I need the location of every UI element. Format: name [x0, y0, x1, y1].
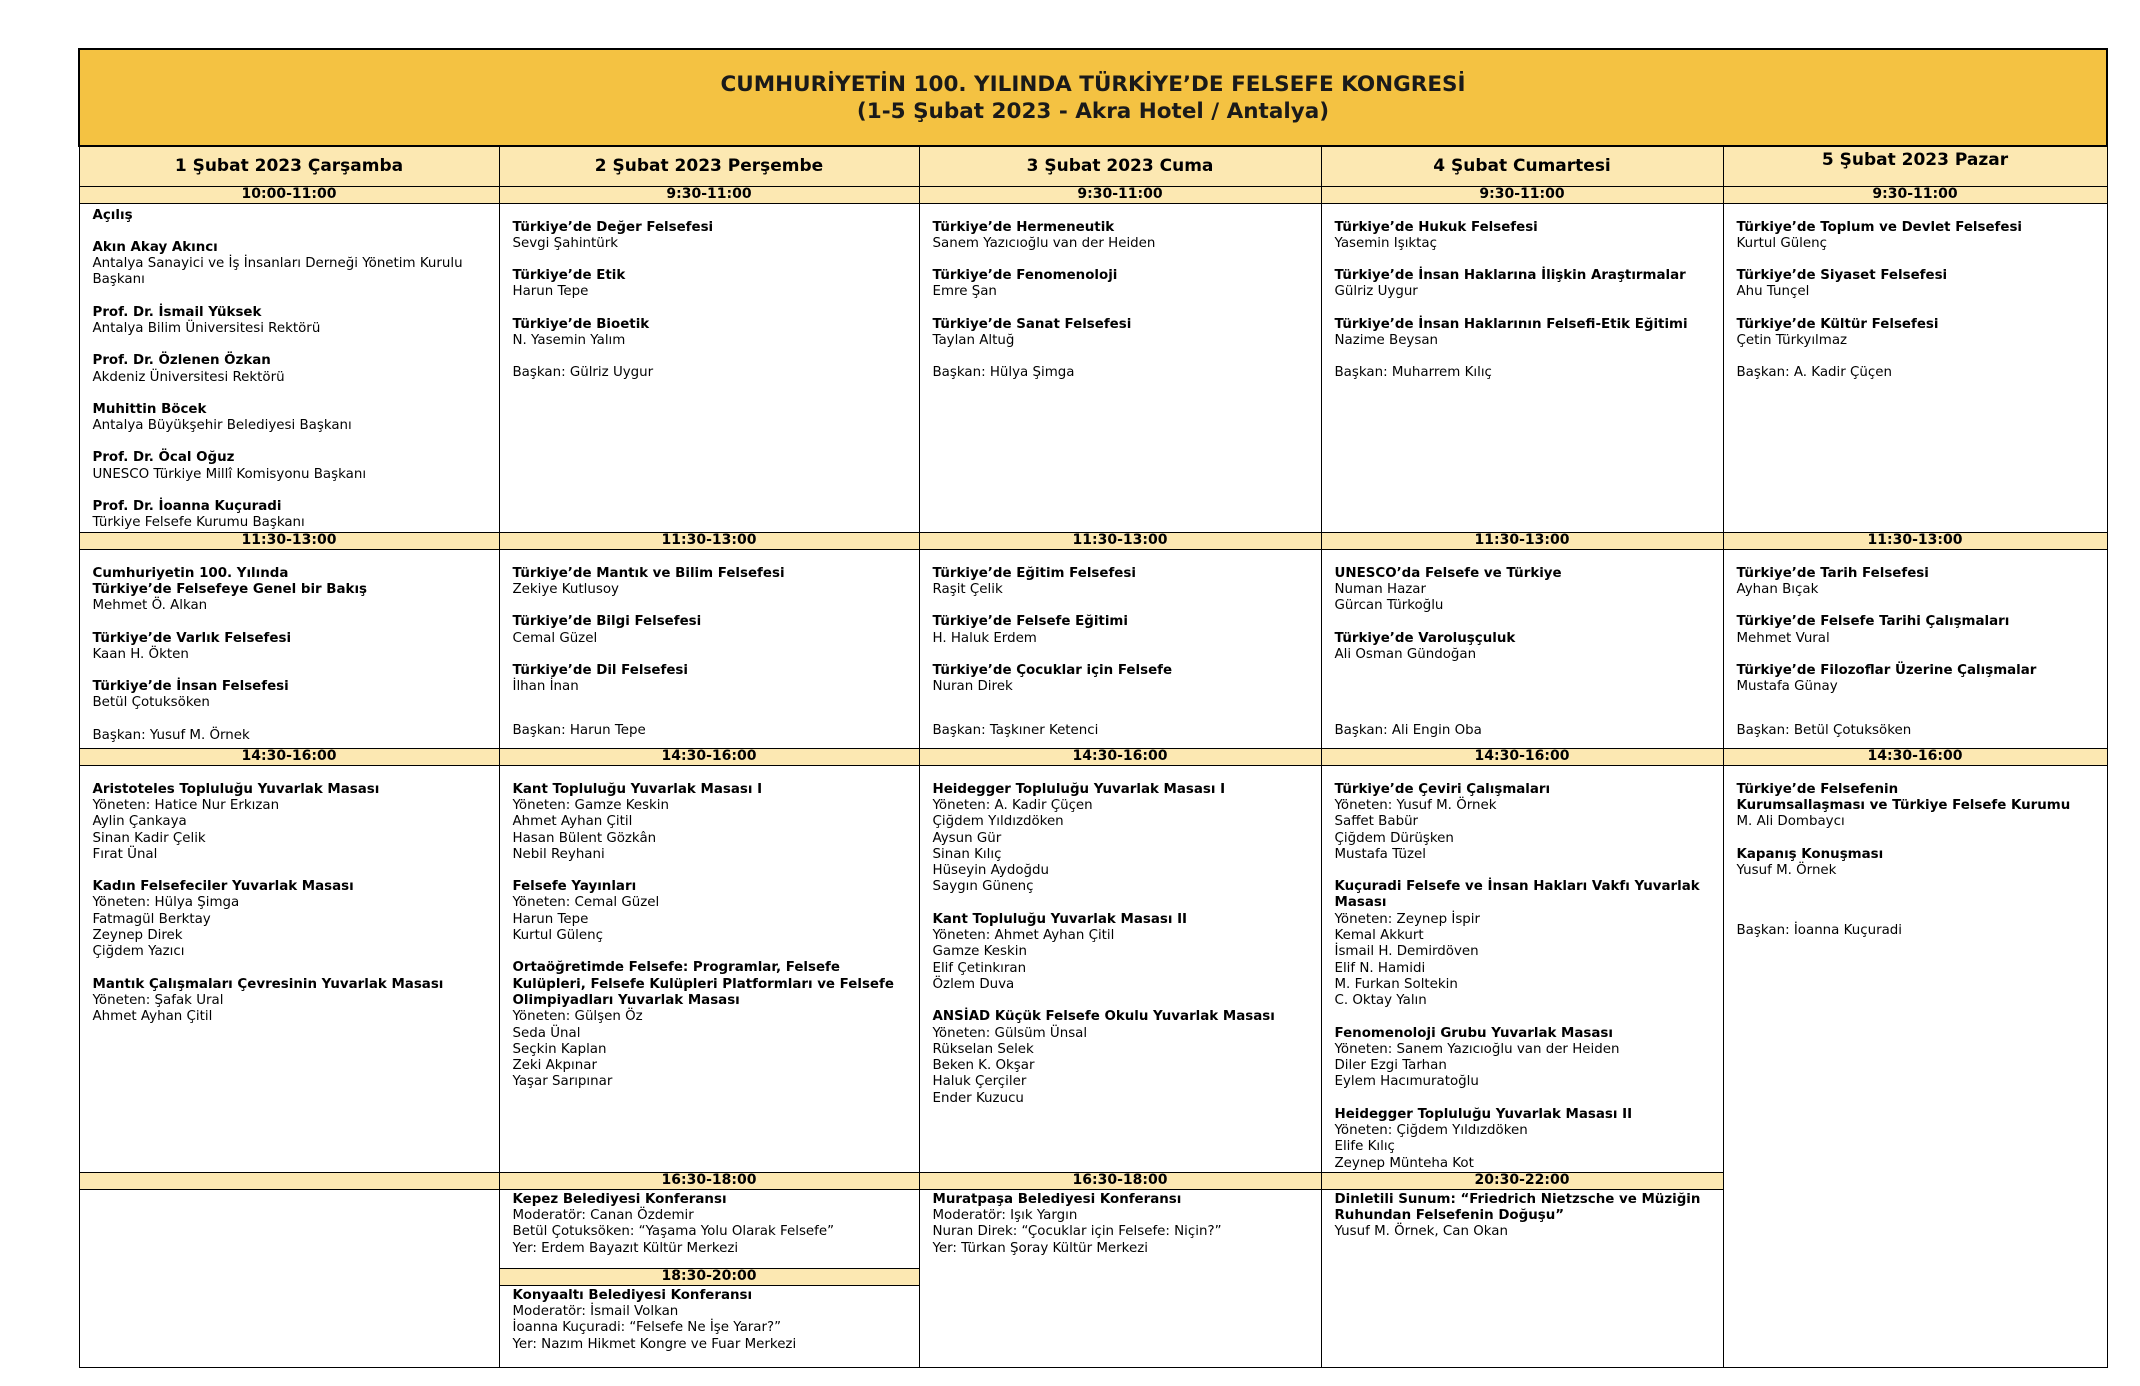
session-cell: [1723, 765, 2107, 1367]
talk-title: Cumhuriyetin 100. Yılında: [92, 565, 289, 581]
session-cell: [499, 765, 919, 1172]
talk-title: Türkiye’de Bilgi Felsefesi: [512, 614, 702, 630]
talk-title: Türkiye’de Fenomenoloji: [932, 268, 1118, 284]
time-slot: 16:30-18:00: [499, 1172, 919, 1189]
time-slot: 14:30-16:00: [1723, 748, 2107, 765]
participant: Yöneten: Gülsüm Ünsal: [932, 1025, 1088, 1041]
roundtable-title: Masası: [1334, 895, 1387, 911]
conference-line: İoanna Kuçuradi: “Felsefe Ne İşe Yarar?”: [512, 1320, 782, 1336]
participant: Sinan Kılıç: [932, 846, 1002, 862]
participant: Yöneten: Ahmet Ayhan Çitil: [932, 928, 1115, 944]
talk-speaker: Raşit Çelik: [932, 581, 1003, 597]
session-chair: Başkan: A. Kadir Çüçen: [1736, 365, 1892, 381]
talk-title: Kapanış Konuşması: [1736, 846, 1884, 862]
talk-title: Türkiye’de Hukuk Felsefesi: [1334, 219, 1538, 235]
participant: Gamze Keskin: [932, 944, 1027, 960]
participant: Yöneten: Gamze Keskin: [512, 797, 670, 813]
talk-title: Türkiye’de İnsan Felsefesi: [92, 679, 289, 695]
session-cell: [1321, 765, 1723, 1172]
speaker-block: [93, 240, 499, 289]
session-cell: [499, 1189, 919, 1268]
participant: Sinan Kadir Çelik: [92, 830, 206, 846]
talk-speaker: Taylan Altuğ: [932, 332, 1015, 348]
participant: Fatmagül Berktay: [92, 911, 211, 927]
time-slot: 9:30-11:00: [1321, 186, 1723, 203]
conference-line: Moderatör: İsmail Volkan: [512, 1304, 679, 1320]
participant: M. Furkan Soltekin: [1334, 976, 1458, 992]
session-cell: [919, 549, 1321, 748]
participant: Seda Ünal: [512, 1025, 581, 1041]
speaker-role: Antalya Bilim Üniversitesi Rektörü: [92, 320, 321, 336]
speaker-name: Muhittin Böcek: [92, 401, 207, 417]
session-cell: [1723, 203, 2107, 532]
participant: Elife Kılıç: [1334, 1139, 1395, 1155]
participant: Saygın Günenç: [932, 879, 1034, 895]
talk-speaker: Yusuf M. Örnek: [1736, 862, 1837, 878]
talk-speaker: Cemal Güzel: [512, 630, 598, 646]
session-cell: [499, 549, 919, 748]
talk-title: UNESCO’da Felsefe ve Türkiye: [1334, 565, 1562, 581]
talk-speaker: Nazime Beysan: [1334, 332, 1439, 348]
talk-speaker: Çetin Türkyılmaz: [1736, 332, 1848, 348]
talk-speaker: Emre Şan: [932, 284, 997, 300]
participant: Aylin Çankaya: [92, 814, 187, 830]
time-slot: 20:30-22:00: [1321, 1172, 1723, 1189]
time-slot: 10:00-11:00: [79, 186, 499, 203]
performance-title: Ruhundan Felsefenin Doğuşu”: [1334, 1208, 1565, 1224]
speaker-name: Prof. Dr. İoanna Kuçuradi: [92, 499, 282, 515]
session-cell: [499, 1285, 919, 1367]
talk-speaker: Sanem Yazıcıoğlu van der Heiden: [932, 235, 1156, 251]
speaker-block: [93, 353, 499, 386]
talk-title: Türkiye’de İnsan Haklarının Felsefi-Etik Eğitimi: [1334, 316, 1688, 332]
talk-speaker: Zekiye Kutlusoy: [512, 581, 619, 597]
participant: Zeynep Münteha Kot: [1334, 1155, 1474, 1171]
talk-speaker: Ayhan Bıçak: [1736, 581, 1819, 597]
participant: Kemal Akkurt: [1334, 928, 1424, 944]
talk-title: Türkiye’de Toplum ve Devlet Felsefesi: [1736, 219, 2023, 235]
session-chair: Başkan: Hülya Şimga: [932, 365, 1075, 381]
session-chair: Başkan: Harun Tepe: [512, 723, 646, 739]
session-chair: Başkan: Betül Çotuksöken: [1736, 723, 1912, 739]
participant: Çiğdem Yazıcı: [92, 944, 185, 960]
participant: Özlem Duva: [932, 976, 1015, 992]
roundtable-title: Kadın Felsefeciler Yuvarlak Masası: [92, 879, 354, 895]
participant: Yaşar Sarıpınar: [512, 1074, 613, 1090]
participant: Eylem Hacımuratoğlu: [1334, 1074, 1479, 1090]
participant: Yöneten: Cemal Güzel: [512, 895, 660, 911]
empty-cell: [79, 1189, 499, 1367]
talk-title: Türkiye’de İnsan Haklarına İlişkin Araştırmalar: [1334, 268, 1686, 284]
time-slot: 11:30-13:00: [1723, 532, 2107, 549]
speaker-block: [93, 305, 499, 338]
participant: Yöneten: Şafak Ural: [92, 992, 224, 1008]
talk-speaker: Ahu Tunçel: [1736, 284, 1810, 300]
talk-speaker: Betül Çotuksöken: [92, 695, 210, 711]
talk-speaker: Mustafa Günay: [1736, 679, 1838, 695]
roundtable-title: Kant Topluluğu Yuvarlak Masası I: [512, 781, 763, 797]
day-header-3: 3 Şubat 2023 Cuma: [919, 146, 1321, 186]
roundtable-title: Ortaöğretimde Felsefe: Programlar, Felsefe: [512, 960, 840, 976]
participant: Saffet Babür: [1334, 814, 1419, 830]
talk-speaker: Yasemin Işıktaç: [1334, 235, 1437, 251]
participant: Zeynep Direk: [92, 928, 183, 944]
talk-title: Türkiye’de Eğitim Felsefesi: [932, 565, 1136, 581]
talk-speaker: Nuran Direk: [932, 679, 1013, 695]
participant: Zeki Akpınar: [512, 1058, 597, 1074]
conference-line: Nuran Direk: “Çocuklar için Felsefe: Niçin?”: [932, 1224, 1222, 1240]
talk-speaker: Sevgi Şahintürk: [512, 235, 619, 251]
time-slot: 14:30-16:00: [919, 748, 1321, 765]
session-cell: [919, 765, 1321, 1172]
speaker-role: Başkanı: [92, 272, 145, 288]
session-cell: [1321, 203, 1723, 532]
congress-title: CUMHURİYETİN 100. YILINDA TÜRKİYE’DE FELSEFE KONGRESİ: [720, 71, 1466, 97]
speaker-role: Türkiye Felsefe Kurumu Başkanı: [92, 515, 305, 531]
day-header-4: 4 Şubat Cumartesi: [1321, 146, 1723, 186]
session-chair: Başkan: İoanna Kuçuradi: [1736, 923, 1903, 939]
participant: Beken K. Okşar: [932, 1058, 1035, 1074]
talk-speaker: İlhan İnan: [512, 679, 579, 695]
conference-line: Moderatör: Canan Özdemir: [512, 1208, 694, 1224]
roundtable-title: ANSİAD Küçük Felsefe Okulu Yuvarlak Masası: [932, 1009, 1275, 1025]
roundtable-title: Heidegger Topluluğu Yuvarlak Masası II: [1334, 1106, 1633, 1122]
participant: Yöneten: Sanem Yazıcıoğlu van der Heiden: [1334, 1041, 1620, 1057]
participant: Fırat Ünal: [92, 846, 158, 862]
speaker-role: Antalya Sanayici ve İş İnsanları Derneği Yönetim Kurulu: [92, 256, 463, 272]
time-slot: 14:30-16:00: [1321, 748, 1723, 765]
session-cell: [919, 1189, 1321, 1367]
conference-line: Yer: Erdem Bayazıt Kültür Merkezi: [512, 1240, 739, 1256]
session-chair: Başkan: Yusuf M. Örnek: [92, 727, 250, 743]
session-chair: Başkan: Gülriz Uygur: [512, 365, 654, 381]
session-cell: [79, 203, 499, 532]
conference-line: Moderatör: Işık Yargın: [932, 1208, 1078, 1224]
talk-title: Türkiye’de Dil Felsefesi: [512, 662, 688, 678]
congress-subtitle: (1-5 Şubat 2023 - Akra Hotel / Antalya): [856, 98, 1330, 124]
time-slot: 9:30-11:00: [1723, 186, 2107, 203]
participant: Yöneten: Yusuf M. Örnek: [1334, 797, 1497, 813]
roundtable-title: Felsefe Yayınları: [512, 879, 637, 895]
talk-speaker: Ali Osman Gündoğan: [1334, 646, 1477, 662]
session-chair: Başkan: Taşkıner Ketenci: [932, 723, 1099, 739]
speaker-name: Prof. Dr. Öcal Oğuz: [92, 450, 235, 466]
talk-title: Kurumsallaşması ve Türkiye Felsefe Kurumu: [1736, 797, 2071, 813]
talk-speaker: Gürcan Türkoğlu: [1334, 598, 1444, 614]
participant: Aysun Gür: [932, 830, 1002, 846]
participant: Elif Çetinkıran: [932, 960, 1027, 976]
talk-title: Türkiye’de Varlık Felsefesi: [92, 630, 292, 646]
participant: Mustafa Tüzel: [1334, 846, 1426, 862]
participant: Ahmet Ayhan Çitil: [512, 814, 633, 830]
conference-line: Yer: Nazım Hikmet Kongre ve Fuar Merkezi: [512, 1336, 797, 1352]
roundtable-title: Olimpiyadları Yuvarlak Masası: [512, 992, 740, 1008]
time-slot: 11:30-13:00: [79, 532, 499, 549]
roundtable-title: Türkiye’de Çeviri Çalışmaları: [1334, 781, 1551, 797]
participant: Yöneten: Hatice Nur Erkızan: [92, 797, 280, 813]
talk-title: Türkiye’de Değer Felsefesi: [512, 219, 714, 235]
session-cell: [1321, 1189, 1723, 1367]
conference-title: Muratpaşa Belediyesi Konferansı: [932, 1191, 1182, 1207]
talk-speaker: Mehmet Vural: [1736, 630, 1830, 646]
performance-speakers: Yusuf M. Örnek, Can Okan: [1334, 1224, 1508, 1240]
talk-title: Türkiye’de Hermeneutik: [932, 219, 1115, 235]
session-cell: [79, 549, 499, 748]
speaker-block: [93, 499, 499, 532]
participant: Haluk Çerçiler: [932, 1074, 1027, 1090]
participant: Seçkin Kaplan: [512, 1041, 607, 1057]
roundtable-title: Fenomenoloji Grubu Yuvarlak Masası: [1334, 1025, 1613, 1041]
participant: Çiğdem Yıldızdöken: [932, 814, 1064, 830]
time-slot: 18:30-20:00: [499, 1268, 919, 1285]
speaker-block: [93, 450, 499, 483]
talk-title: Türkiye’de Felsefe Tarihi Çalışmaları: [1736, 614, 2010, 630]
participant: C. Oktay Yalın: [1334, 993, 1427, 1009]
talk-title: Türkiye’de Etik: [512, 268, 626, 284]
day-header-2: 2 Şubat 2023 Perşembe: [499, 146, 919, 186]
talk-speaker: H. Haluk Erdem: [932, 630, 1037, 646]
talk-speaker: M. Ali Dombaycı: [1736, 814, 1845, 830]
talk-speaker: Kurtul Gülenç: [1736, 235, 1827, 251]
participant: Rükselan Selek: [932, 1041, 1034, 1057]
time-slot: 14:30-16:00: [79, 748, 499, 765]
talk-title: Türkiye’de Mantık ve Bilim Felsefesi: [512, 565, 785, 581]
talk-title: Türkiye’de Kültür Felsefesi: [1736, 316, 1939, 332]
roundtable-title: Kulüpleri, Felsefe Kulüpleri Platformları ve Felsefe: [512, 976, 894, 992]
talk-title: Türkiye’de Bioetik: [512, 316, 650, 332]
roundtable-title: Kant Topluluğu Yuvarlak Masası II: [932, 911, 1188, 927]
talk-title: Türkiye’de Felsefe Eğitimi: [932, 614, 1128, 630]
participant: Çiğdem Dürüşken: [1334, 830, 1454, 846]
schedule-table: [78, 48, 2108, 1368]
session-cell: [1321, 549, 1723, 748]
day-header-1: 1 Şubat 2023 Çarşamba: [79, 146, 499, 186]
day-header-5: 5 Şubat 2023 Pazar: [1723, 146, 2107, 186]
talk-title: Türkiye’de Tarih Felsefesi: [1736, 565, 1929, 581]
participant: Yöneten: Zeynep İspir: [1334, 911, 1481, 927]
time-slot: 11:30-13:00: [1321, 532, 1723, 549]
speaker-name: Prof. Dr. İsmail Yüksek: [92, 304, 262, 320]
time-slot: 9:30-11:00: [499, 186, 919, 203]
session-cell: [79, 765, 499, 1172]
speaker-role: UNESCO Türkiye Millî Komisyonu Başkanı: [92, 466, 367, 482]
time-slot: 11:30-13:00: [499, 532, 919, 549]
talk-title: Türkiye’de Çocuklar için Felsefe: [932, 662, 1173, 678]
time-slot: 14:30-16:00: [499, 748, 919, 765]
session-cell: [499, 203, 919, 532]
talk-speaker: Numan Hazar: [1334, 581, 1427, 597]
participant: Hüseyin Aydoğdu: [932, 863, 1050, 879]
talk-title: Türkiye’de Felsefeye Genel bir Bakış: [92, 581, 368, 597]
session-cell: [1723, 549, 2107, 748]
roundtable-title: Mantık Çalışmaları Çevresinin Yuvarlak Masası: [92, 976, 444, 992]
speaker-role: Akdeniz Üniversitesi Rektörü: [92, 369, 285, 385]
participant: Hasan Bülent Gözkân: [512, 830, 657, 846]
time-slot: 16:30-18:00: [919, 1172, 1321, 1189]
talk-title: Türkiye’de Varoluşçuluk: [1334, 630, 1516, 646]
participant: Yöneten: A. Kadir Çüçen: [932, 797, 1093, 813]
talk-speaker: N. Yasemin Yalım: [512, 332, 626, 348]
roundtable-title: Aristoteles Topluluğu Yuvarlak Masası: [92, 781, 380, 797]
conference-title: Kepez Belediyesi Konferansı: [512, 1191, 727, 1207]
talk-speaker: Kaan H. Ökten: [92, 646, 189, 662]
time-slot: 9:30-11:00: [919, 186, 1321, 203]
participant: Ahmet Ayhan Çitil: [92, 1009, 213, 1025]
session-chair: Başkan: Muharrem Kılıç: [1334, 365, 1492, 381]
speaker-block: [93, 402, 499, 435]
participant: Ender Kuzucu: [932, 1090, 1024, 1106]
participant: Nebil Reyhani: [512, 846, 605, 862]
participant: İsmail H. Demirdöven: [1334, 944, 1479, 960]
talk-speaker: Mehmet Ö. Alkan: [92, 598, 208, 614]
participant: Harun Tepe: [512, 911, 589, 927]
time-slot: 11:30-13:00: [919, 532, 1321, 549]
conference-title: Konyaaltı Belediyesi Konferansı: [512, 1287, 753, 1303]
participant: Yöneten: Çiğdem Yıldızdöken: [1334, 1123, 1528, 1138]
talk-title: Türkiye’de Felsefenin: [1736, 781, 1899, 797]
time-slot-empty: [79, 1172, 499, 1189]
conference-line: Betül Çotuksöken: “Yaşama Yolu Olarak Felsefe”: [512, 1224, 835, 1240]
roundtable-title: Heidegger Topluluğu Yuvarlak Masası I: [932, 781, 1226, 797]
participant: Yöneten: Hülya Şimga: [92, 895, 240, 911]
talk-title: Türkiye’de Filozoflar Üzerine Çalışmalar: [1736, 662, 2037, 678]
congress-title-banner: [79, 49, 2107, 146]
talk-title: Türkiye’de Sanat Felsefesi: [932, 316, 1132, 332]
participant: Yöneten: Gülşen Öz: [512, 1009, 643, 1025]
participant: Elif N. Hamidi: [1334, 960, 1426, 976]
talk-title: Türkiye’de Siyaset Felsefesi: [1736, 268, 1948, 284]
speaker-role: Antalya Büyükşehir Belediyesi Başkanı: [92, 418, 352, 434]
talk-speaker: Gülriz Uygur: [1334, 284, 1418, 300]
speaker-name: Akın Akay Akıncı: [92, 239, 218, 255]
opening-label: Açılış: [92, 207, 133, 223]
session-cell: [919, 203, 1321, 532]
roundtable-title: Kuçuradi Felsefe ve İnsan Hakları Vakfı Yuvarlak: [1334, 879, 1700, 895]
participant: Diler Ezgi Tarhan: [1334, 1058, 1447, 1074]
session-chair: Başkan: Ali Engin Oba: [1334, 723, 1482, 739]
conference-line: Yer: Türkan Şoray Kültür Merkezi: [932, 1240, 1148, 1256]
talk-speaker: Harun Tepe: [512, 284, 589, 300]
participant: Kurtul Gülenç: [512, 928, 603, 944]
performance-title: Dinletili Sunum: “Friedrich Nietzsche ve Müziğin: [1334, 1191, 1701, 1207]
speaker-name: Prof. Dr. Özlenen Özkan: [92, 353, 271, 369]
